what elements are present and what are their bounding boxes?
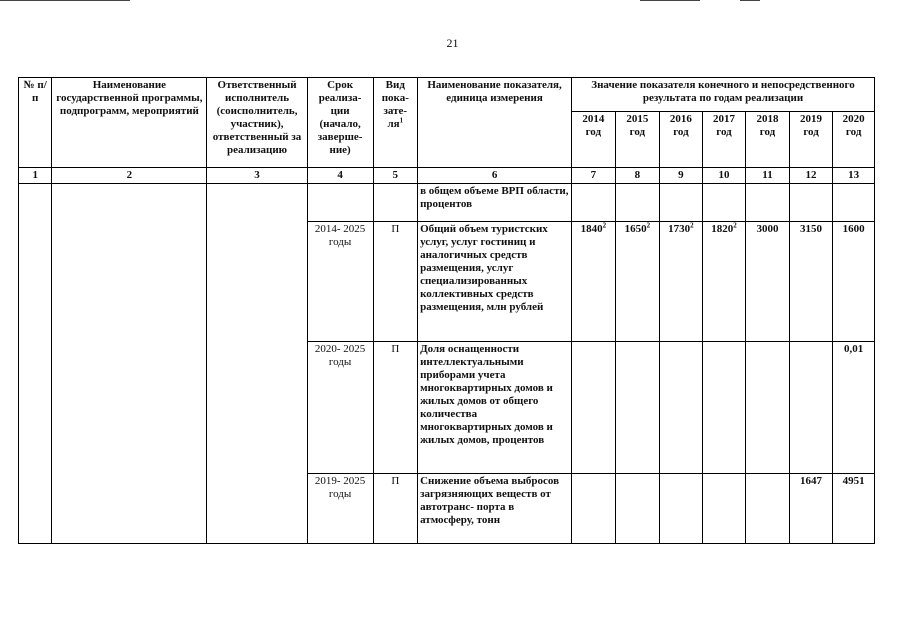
cell-value <box>746 184 790 222</box>
cell-value <box>615 342 660 474</box>
column-number: 8 <box>615 168 660 184</box>
column-number: 13 <box>833 168 875 184</box>
cell-value <box>789 222 833 342</box>
cell-indicator: Снижение объема выбросов загрязняющих веществ от автотранс- порта в атмосферу, тонн <box>418 474 572 544</box>
cell-kind <box>373 184 418 222</box>
column-number: 3 <box>207 168 307 184</box>
cell-value <box>702 184 746 222</box>
header-row <box>19 78 875 112</box>
column-number: 12 <box>789 168 833 184</box>
cell-value <box>702 222 746 342</box>
cell-kind: П <box>373 342 418 474</box>
cell-value-number: 4951 <box>842 475 865 487</box>
footnote-mark: 2 <box>690 221 694 230</box>
footnote-mark: 1 <box>399 116 404 125</box>
column-number: 1 <box>19 168 52 184</box>
cell-value <box>572 474 616 544</box>
cell-indicator: в общем объеме ВРП области, процентов <box>418 184 572 222</box>
cell-executor <box>207 184 307 544</box>
cell-value <box>789 474 833 544</box>
column-number: 2 <box>52 168 207 184</box>
cell-value-number: 1840 <box>580 223 603 235</box>
column-number: 11 <box>746 168 790 184</box>
header-values-group: Значение показателя конечного и непосредственного результата по годам реализации <box>572 78 875 112</box>
cell-term: 2019- 2025 годы <box>307 474 373 544</box>
cell-kind: П <box>373 222 418 342</box>
cell-value-number: 3150 <box>800 223 823 235</box>
cell-value <box>660 342 703 474</box>
cell-value <box>789 342 833 474</box>
cell-indicator: Доля оснащенности интеллектуальными приборами учета многоквартирных домов и жилых домов от общего количества многоквартирных домов и жилых домов, процентов <box>418 342 572 474</box>
cell-value-number: 1647 <box>800 475 823 487</box>
cell-value <box>702 474 746 544</box>
header-year: 2015 год <box>615 112 660 168</box>
scan-edge-mark <box>0 0 130 1</box>
header-year: 2016 год <box>660 112 703 168</box>
header-program: Наименование государственной программы, подпрограмм, мероприятий <box>52 78 207 168</box>
cell-term: 2020- 2025 годы <box>307 342 373 474</box>
footnote-mark: 2 <box>733 221 737 230</box>
header-no: № п/п <box>19 78 52 168</box>
column-number: 6 <box>418 168 572 184</box>
cell-value-number: 0,01 <box>844 343 864 355</box>
cell-value <box>615 184 660 222</box>
cell-value <box>702 342 746 474</box>
cell-value <box>833 222 875 342</box>
column-number: 7 <box>572 168 616 184</box>
cell-value <box>660 474 703 544</box>
cell-value-number: 3000 <box>756 223 779 235</box>
header-year: 2019 год <box>789 112 833 168</box>
cell-term: 2014- 2025 годы <box>307 222 373 342</box>
cell-value <box>746 474 790 544</box>
footnote-mark: 2 <box>646 221 651 230</box>
scan-edge-mark <box>640 0 700 1</box>
column-number: 9 <box>660 168 703 184</box>
cell-value <box>789 184 833 222</box>
cell-value-number: 1820 <box>711 223 734 235</box>
column-number: 4 <box>307 168 373 184</box>
indicators-table <box>18 77 875 544</box>
header-year: 2017 год <box>702 112 746 168</box>
cell-value-number: 1650 <box>624 223 647 235</box>
column-number: 5 <box>373 168 418 184</box>
cell-value <box>833 474 875 544</box>
cell-value-number: 1730 <box>668 223 691 235</box>
header-year: 2020 год <box>833 112 875 168</box>
cell-term <box>307 184 373 222</box>
cell-value <box>615 222 660 342</box>
cell-value-number: 1600 <box>842 223 865 235</box>
header-year: 2018 год <box>746 112 790 168</box>
cell-value <box>572 222 616 342</box>
cell-value <box>833 184 875 222</box>
cell-value <box>660 184 703 222</box>
cell-no <box>19 184 52 544</box>
cell-value <box>660 222 703 342</box>
cell-kind: П <box>373 474 418 544</box>
cell-value <box>833 342 875 474</box>
cell-program <box>52 184 207 544</box>
cell-value <box>572 342 616 474</box>
header-indicator: Наименование показателя, единица измерения <box>418 78 572 168</box>
footnote-mark: 2 <box>602 221 607 230</box>
cell-value <box>746 222 790 342</box>
cell-indicator: Общий объем туристских услуг, услуг гостиниц и аналогичных средств размещения, услуг специализированных коллективных средств размещения, млн рублей <box>418 222 572 342</box>
table-row <box>19 184 875 222</box>
header-kind-label: Вид пока- зате- ля <box>381 79 409 130</box>
scan-edge-mark <box>740 0 760 1</box>
header-kind <box>373 78 418 168</box>
cell-value <box>572 184 616 222</box>
column-number: 10 <box>702 168 746 184</box>
column-number-row <box>19 168 875 184</box>
header-year: 2014 год <box>572 112 616 168</box>
cell-value <box>615 474 660 544</box>
header-executor: Ответственный исполнитель (соисполнитель, участник), ответственный за реализацию <box>207 78 307 168</box>
cell-value <box>746 342 790 474</box>
header-term: Срок реализа- ции (начало, заверше- ние) <box>307 78 373 168</box>
page-number: 21 <box>446 36 459 50</box>
